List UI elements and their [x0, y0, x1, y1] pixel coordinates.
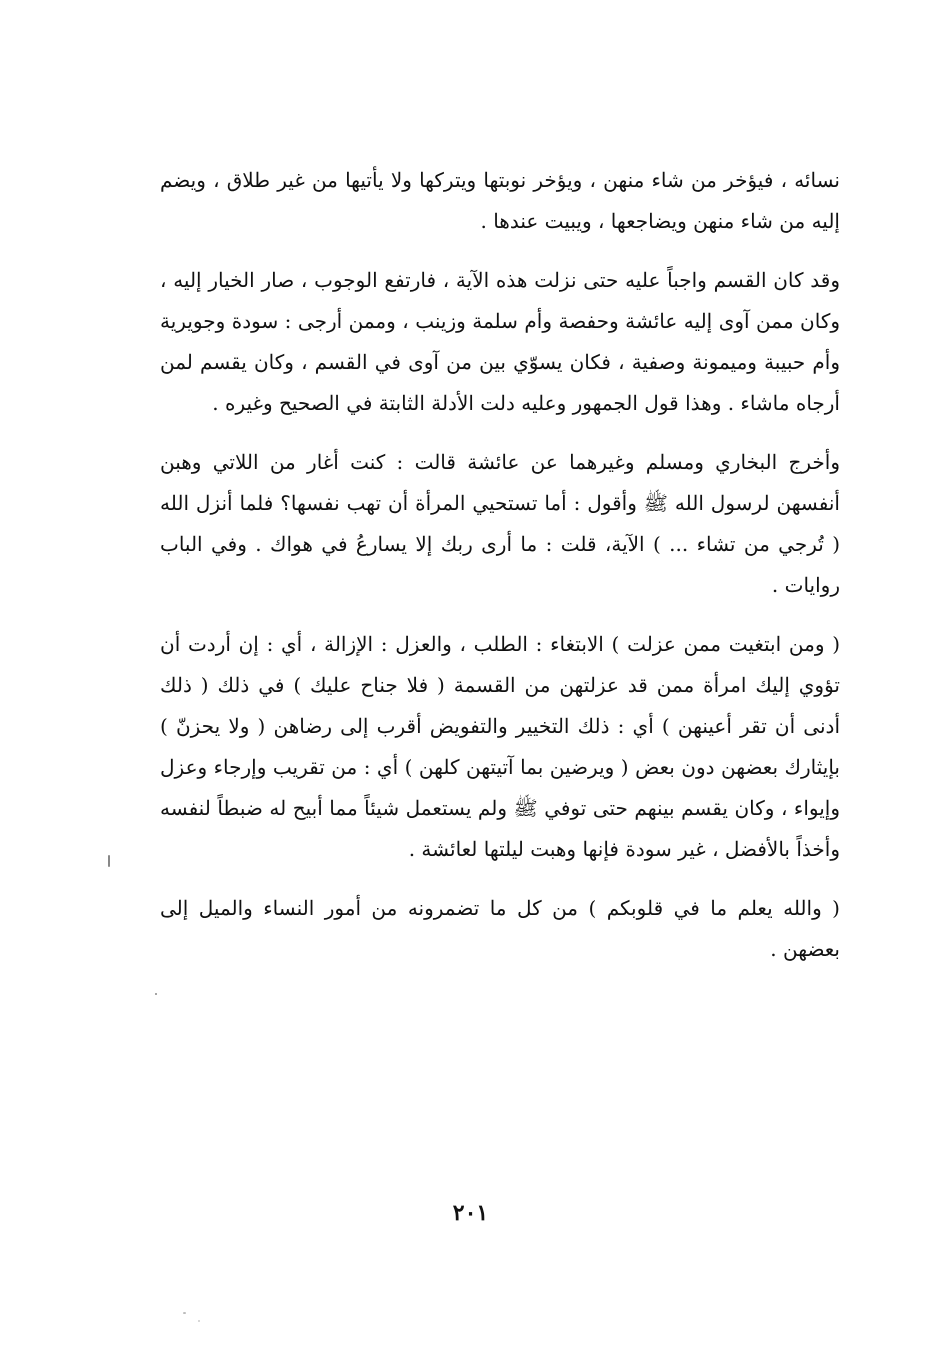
- body-text: [160, 160, 840, 988]
- text-line: في ذلك ( ذلك أدنى أن تقر أعينهن ) أي : ذلك التخيير والتفويض أقرب: [160, 673, 841, 738]
- text-line: الأدلة الثابتة في الصحيح وغيره .: [212, 391, 474, 415]
- text-line: وأخرج البخاري ومسلم وغيرهما عن عائشة قالت : كنت أغار من: [258, 450, 840, 474]
- text-line: الخيار إليه ، وكان ممن آوى إليه عائشة وحفصة وأم سلمة وزينب ، وممن أرجى :: [160, 268, 840, 333]
- text-line: سودة وجويرية وأم حبيبة وميمونة وصفية ، فكان يسوّي بين من آوى: [160, 309, 840, 374]
- paragraph: [160, 888, 840, 970]
- text-line: في القسم ، وكان يقسم لمن أرجاه ماشاء . وهذا قول الجمهور وعليه دلت: [160, 350, 840, 415]
- scan-speck: [155, 993, 157, 995]
- text-line: كلهن ) أي : من تقريب وإرجاء وعزل وإيواء ، وكان يقسم بينهم حتى: [160, 755, 840, 820]
- page-number: ٢٠١: [452, 1200, 489, 1226]
- text-line: اللاتي وهبن أنفسهن لرسول الله ﷺ وأقول : أما تستحيي المرأة أن تهب نفسها؟: [160, 450, 840, 515]
- scan-speck: [108, 855, 110, 867]
- text-line: ويضم إليه من شاء منهن ويضاجعها ، ويبيت عندها .: [160, 168, 840, 233]
- paragraph: [160, 160, 840, 242]
- paragraph: [160, 624, 840, 870]
- text-line: فلما أنزل الله ( تُرجي من تشاء ... ) الآية، قلت : ما أرى ربك إلا يسارعُ: [160, 491, 840, 556]
- text-line: إلى بعضهن .: [160, 896, 840, 961]
- text-line: توفي ﷺ ولم يستعمل شيئاً مما أبيح له ضبطاً لنفسه وأخذاً بالأفضل ، غير: [160, 796, 840, 861]
- scan-speck: [183, 1312, 186, 1314]
- paragraph: [160, 260, 840, 424]
- text-line: نسائه ، فيؤخر من شاء منهن ، ويؤخر نوبتها ويتركها ولا يأتيها من غير طلاق ،: [205, 168, 840, 192]
- text-line: في هواك . وفي الباب روايات .: [160, 532, 840, 597]
- text-line: ( والله يعلم ما في قلوبكم ) من كل ما تضمرونه من أمور النساء والميل: [188, 896, 840, 920]
- text-line: وقد كان القسم واجباً عليه حتى نزلت هذه الآية ، فارتفع الوجوب ، صار: [254, 268, 840, 292]
- text-line: إن أردت أن تؤوي إليك امرأة ممن قد عزلتهن من القسمة ( فلا جناح عليك ): [160, 632, 840, 697]
- text-line: إلى رضاهن ( ولا يحزنّ ) بإيثارك بعضهن دون بعض ( ويرضين بما آتيتهن: [160, 714, 840, 779]
- text-line: سودة فإنها وهبت ليلتها لعائشة .: [408, 837, 672, 861]
- scan-speck: [198, 1320, 200, 1322]
- text-line: ( ومن ابتغيت ممن عزلت ) الابتغاء : الطلب ، والعزل : الإزالة ، أي :: [258, 632, 840, 656]
- paragraph: [160, 442, 840, 606]
